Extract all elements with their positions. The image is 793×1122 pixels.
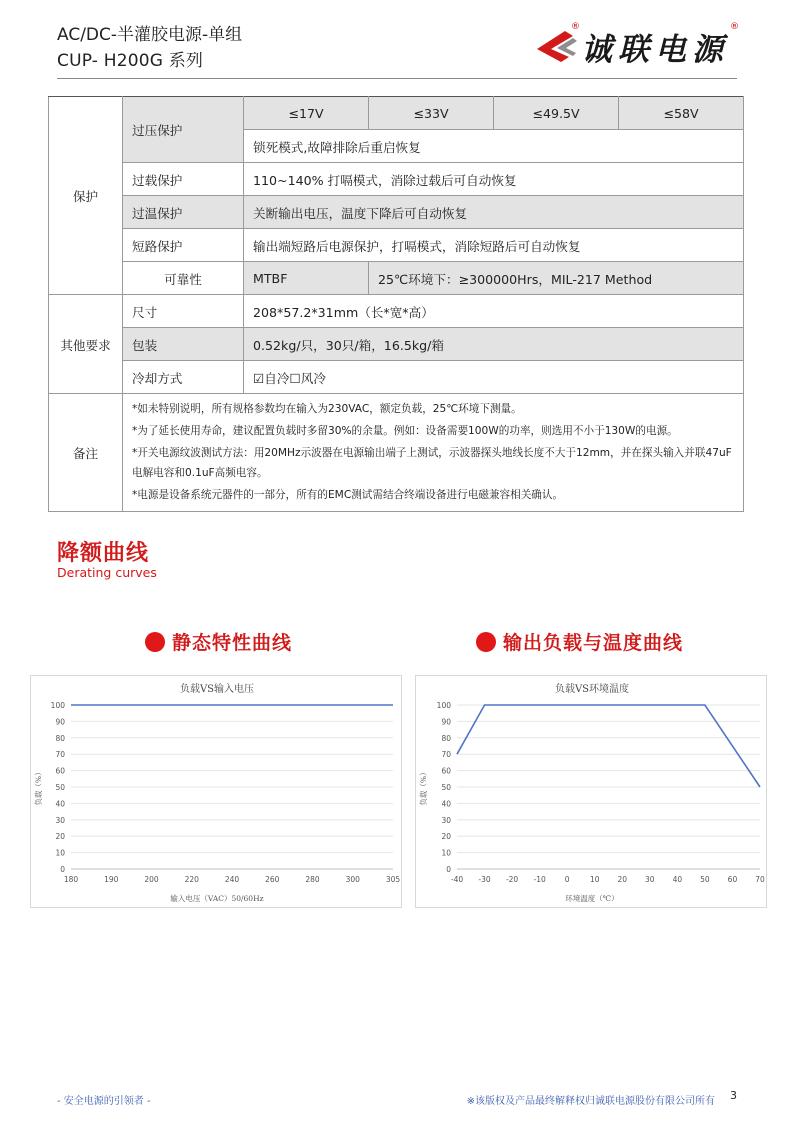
y-tick-label: 90 — [55, 717, 65, 727]
pack-label: 包装 — [123, 328, 244, 361]
doc-title: AC/DC-半灌胶电源-单组 — [57, 25, 243, 45]
y-tick-label: 40 — [441, 799, 451, 809]
x-axis-label: 环境温度（℃） — [565, 894, 619, 903]
bullet-dot-icon — [476, 632, 496, 652]
x-tick-label: -30 — [478, 875, 491, 884]
y-tick-label: 10 — [441, 848, 451, 858]
x-tick-label: 280 — [305, 875, 320, 884]
x-tick-label: 200 — [144, 875, 159, 884]
ovp-threshold-2: ≤33V — [369, 97, 494, 130]
y-tick-label: 90 — [441, 717, 451, 727]
x-tick-label: 180 — [63, 875, 79, 884]
header-divider — [57, 78, 737, 79]
y-tick-label: 100 — [436, 701, 451, 710]
series-line — [457, 705, 760, 787]
chart-title: 负载VS环境温度 — [554, 684, 630, 695]
y-tick-label: 60 — [55, 766, 65, 776]
doc-series: CUP- H200G 系列 — [57, 51, 204, 71]
chart-voltage-derating — [30, 675, 402, 908]
note-item: *为了延长使用寿命，建议配置负载时多留30%的余量。例如：设备需要100W的功率，则选用不小于130W的电源。 — [132, 425, 678, 437]
x-tick-label: 0 — [564, 875, 570, 884]
chart-temperature-svg — [416, 676, 768, 909]
x-tick-label: -40 — [450, 875, 464, 884]
footer-slogan: - 安全电源的引领者 - — [57, 1096, 151, 1107]
mtbf-label: MTBF — [244, 262, 369, 295]
y-tick-label: 20 — [441, 832, 451, 842]
chart-temperature-derating — [415, 675, 767, 908]
registered-mark: ® — [571, 22, 580, 32]
x-axis-label: 输入电压（VAC）50/60Hz — [170, 894, 264, 903]
note-item: *开关电源纹波测试方法：用20MHz示波器在电源输出端子上测试，示波器探头地线长度不大于12mm，并在探头输入并联47uF电解电容和0.1uF高频电容。 — [132, 447, 732, 479]
otp-desc: 关断输出电压，温度下降后可自动恢复 — [244, 196, 744, 229]
olp-label: 过载保护 — [123, 163, 244, 196]
x-tick-label: 40 — [672, 875, 683, 884]
y-tick-label: 0 — [60, 865, 65, 874]
x-tick-label: 30 — [645, 875, 655, 884]
y-tick-label: 100 — [50, 701, 65, 710]
y-tick-label: 30 — [441, 815, 451, 825]
x-tick-label: 20 — [617, 875, 628, 884]
chart-heading-left — [145, 628, 292, 655]
chart-title: 负载VS输入电压 — [179, 684, 255, 695]
olp-desc: 110~140% 打嗝模式，消除过载后可自动恢复 — [244, 163, 744, 196]
bullet-dot-icon — [145, 632, 165, 652]
y-tick-label: 40 — [55, 799, 65, 809]
y-tick-label: 30 — [55, 815, 65, 825]
x-tick-label: 50 — [700, 875, 710, 884]
y-tick-label: 80 — [441, 733, 451, 743]
company-logo — [535, 22, 739, 68]
section-subtitle: Derating curves — [57, 565, 157, 580]
note-item: *如未特别说明，所有规格参数均在输入为230VAC，额定负载，25℃环境下测量。 — [132, 403, 522, 415]
chart-voltage-svg — [31, 676, 403, 909]
scp-label: 短路保护 — [123, 229, 244, 262]
cool-label: 冷却方式 — [123, 361, 244, 394]
y-tick-label: 50 — [441, 783, 451, 792]
registered-mark-2: ® — [730, 22, 739, 32]
x-tick-label: -20 — [505, 875, 519, 884]
ovp-desc: 锁死模式,故障排除后重启恢复 — [244, 130, 744, 163]
category-protection: 保护 — [49, 97, 123, 295]
notes-cell — [123, 394, 744, 512]
category-reliability: 可靠性 — [123, 262, 244, 295]
page-number: 3 — [730, 1089, 737, 1102]
ovp-label: 过压保护 — [123, 97, 244, 163]
size-label: 尺寸 — [123, 295, 244, 328]
chart-heading-right — [476, 628, 683, 655]
logo-chevron-icon — [535, 29, 579, 63]
chart-heading-right-text: 输出负载与温度曲线 — [503, 632, 684, 654]
section-title: 降额曲线 — [57, 541, 150, 566]
size-desc: 208*57.2*31mm（长*宽*高） — [244, 295, 744, 328]
x-tick-label: 260 — [265, 875, 280, 884]
y-tick-label: 50 — [55, 783, 65, 792]
x-tick-label: 190 — [104, 875, 119, 884]
x-tick-label: 240 — [224, 875, 240, 884]
ovp-threshold-3: ≤49.5V — [494, 97, 619, 130]
chart-heading-left-text: 静态特性曲线 — [172, 632, 293, 654]
y-tick-label: 10 — [55, 848, 65, 858]
y-tick-label: 70 — [55, 750, 65, 760]
x-tick-label: -10 — [533, 875, 546, 884]
y-tick-label: 80 — [55, 733, 65, 743]
x-tick-label: 300 — [345, 875, 360, 884]
y-tick-label: 70 — [441, 750, 451, 760]
cool-desc: ☑自冷☐风冷 — [244, 361, 744, 394]
x-tick-label: 220 — [184, 875, 199, 884]
y-tick-label: 0 — [446, 865, 451, 874]
otp-label: 过温保护 — [123, 196, 244, 229]
x-tick-label: 10 — [589, 875, 600, 884]
x-tick-label: 60 — [727, 875, 738, 884]
ovp-threshold-4: ≤58V — [619, 97, 744, 130]
category-other: 其他要求 — [49, 295, 123, 394]
category-notes: 备注 — [49, 394, 123, 512]
pack-desc: 0.52kg/只，30只/箱，16.5kg/箱 — [244, 328, 744, 361]
page-header — [57, 22, 737, 78]
footer-copyright: ※该版权及产品最终解释权归诚联电源股份有限公司所有 — [466, 1096, 715, 1107]
y-axis-label: 负载（%） — [419, 768, 428, 806]
spec-table — [48, 96, 744, 512]
y-tick-label: 60 — [441, 766, 451, 776]
note-item: *电源是设备系统元器件的一部分，所有的EMC测试需结合终端设备进行电磁兼容相关确认。 — [132, 489, 564, 501]
x-tick-label: 305 — [385, 875, 401, 884]
x-tick-label: 70 — [755, 875, 765, 884]
mtbf-desc: 25℃环境下：≥300000Hrs，MIL-217 Method — [369, 262, 744, 295]
ovp-threshold-1: ≤17V — [244, 97, 369, 130]
y-axis-label: 负载（%） — [34, 768, 43, 806]
scp-desc: 输出端短路后电源保护，打嗝模式，消除短路后可自动恢复 — [244, 229, 744, 262]
brand-name: 诚联电源 — [581, 31, 729, 68]
y-tick-label: 20 — [55, 832, 65, 842]
